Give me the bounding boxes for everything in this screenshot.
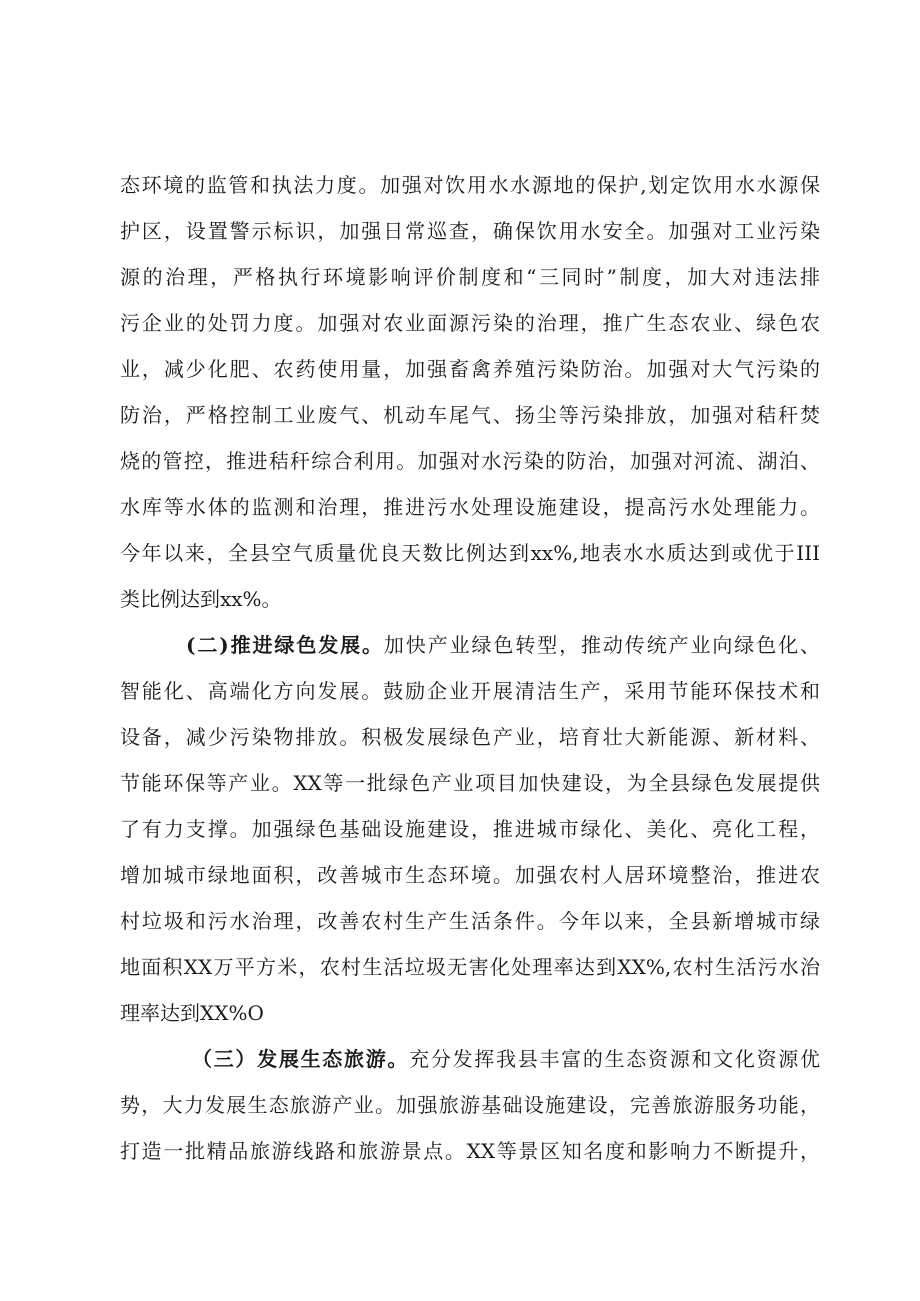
text-line: 地面积XX万平方米，农村生活垃圾无害化处理率达到XX%,农村生活污水治 (120, 955, 820, 979)
text-span: 充分发挥我县丰富的生态资源和文化资源优 (409, 1047, 821, 1071)
text-line: 理率达到XX%O (120, 1001, 264, 1025)
text-line: 防治，严格控制工业废气、机动车尾气、扬尘等污染排放，加强对秸秆焚 (120, 403, 820, 427)
text-line: 智能化、高端化方向发展。鼓励企业开展清洁生产，采用节能环保技术和 (120, 679, 820, 703)
text-line: 今年以来，全县空气质量优良天数比例达到xx%,地表水水质达到或优于III (120, 541, 820, 565)
paragraph-first-line (186, 631, 820, 659)
text-line: 村垃圾和污水治理，改善农村生产生活条件。今年以来，全县新增城市绿 (120, 909, 820, 933)
text-line: 了有力支撑。加强绿色基础设施建设，推进城市绿化、美化、亮化工程， (120, 817, 820, 841)
text-line: 打造一批精品旅游线路和旅游景点。XX等景区知名度和影响力不断提升， (120, 1139, 820, 1163)
text-span: 加快产业绿色转型，推动传统产业向绿色化、 (383, 633, 820, 657)
text-line: 类比例达到xx%。 (120, 587, 282, 611)
text-line: 护区，设置警示标识，加强日常巡查，确保饮用水安全。加强对工业污染 (120, 219, 820, 243)
text-line: 设备，减少污染物排放。积极发展绿色产业，培育壮大新能源、新材料、 (120, 725, 820, 749)
text-line: 水库等水体的监测和治理，推进污水处理设施建设，提高污水处理能力。 (120, 495, 820, 519)
text-line: 污企业的处罚力度。加强对农业面源污染的治理，推广生态农业、绿色农 (120, 311, 820, 335)
paragraph-first-line (192, 1045, 820, 1073)
text-line: 烧的管控，推进秸秆综合利用。加强对水污染的防治，加强对河流、湖泊、 (120, 449, 820, 473)
text-line: 节能环保等产业。XX等一批绿色产业项目加快建设，为全县绿色发展提供 (120, 771, 820, 795)
section-heading: （三）发展生态旅游。 (192, 1047, 410, 1071)
text-line: 源的治理，严格执行环境影响评价制度和“三同时”制度，加大对违法排 (120, 265, 820, 289)
text-line: 业，减少化肥、农药使用量，加强畜禽养殖污染防治。加强对大气污染的 (120, 357, 820, 381)
section-heading: (二)推进绿色发展。 (186, 633, 384, 657)
text-line: 态环境的监管和执法力度。加强对饮用水水源地的保护,划定饮用水水源保 (120, 173, 820, 197)
text-line: 增加城市绿地面积，改善城市生态环境。加强农村人居环境整治，推进农 (120, 863, 820, 887)
text-line: 势，大力发展生态旅游产业。加强旅游基础设施建设，完善旅游服务功能， (120, 1093, 820, 1117)
